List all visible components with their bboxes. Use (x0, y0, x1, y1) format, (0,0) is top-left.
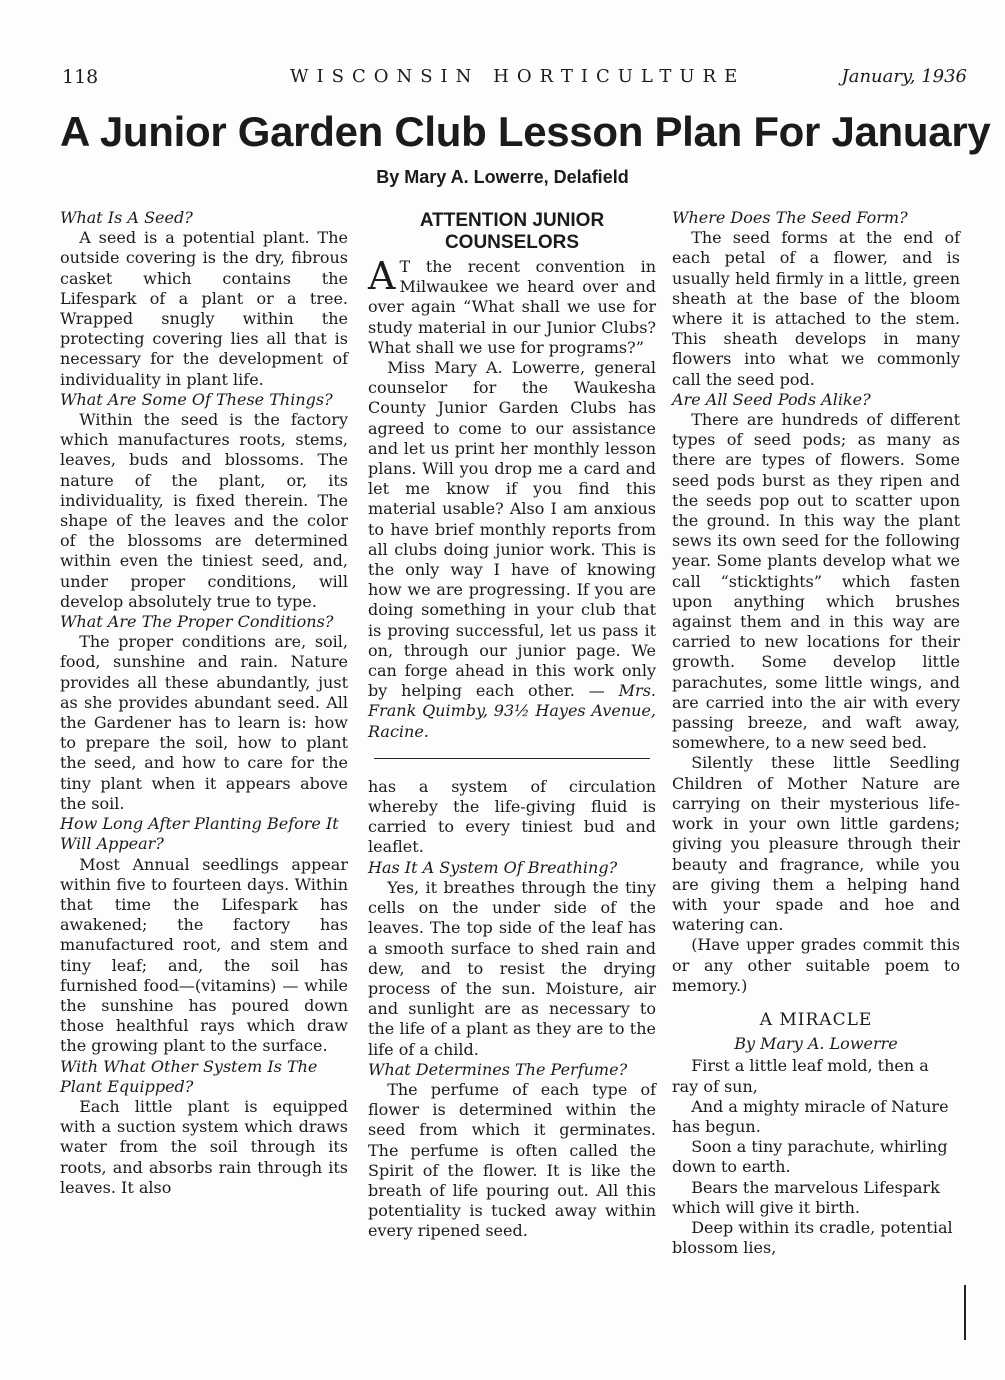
paragraph: The perfume of each type of flower is determined within the seed from which it germinates. The perfume is often called the Spirit of the flower. It is like the breath of life pouring out. All this potentiality is tucked away within every ripened seed. (368, 1079, 656, 1241)
subheading: What Is A Seed? (60, 208, 193, 227)
margin-rule (964, 1285, 966, 1340)
paragraph: has a system of circulation whereby the life-giving fluid is carried to every tiniest bud and leaflet. (368, 776, 656, 857)
column-3 (672, 208, 960, 1258)
attention-box (368, 210, 656, 742)
subheading: Has It A System Of Breathing? (368, 857, 618, 877)
poem-verse: Soon a tiny parachute, whirling down to earth. (672, 1137, 948, 1177)
poem-verse: And a mighty miracle of Nature has begun. (672, 1096, 949, 1136)
column-2 (368, 208, 656, 1242)
box-title: ATTENTION JUNIOR COUNSELORS (419, 210, 605, 253)
article-title: A Junior Garden Club Lesson Plan For January (60, 108, 991, 155)
subheading: How Long After Planting Before It Will Appear? (60, 814, 339, 854)
subheading: Are All Seed Pods Alike? (672, 389, 871, 409)
drop-cap: A (368, 254, 396, 298)
subheading: Where Does The Seed Form? (672, 208, 908, 227)
page-number: 118 (62, 66, 99, 88)
poem-verse: First a little leaf mold, then a ray of sun, (672, 1056, 929, 1096)
box-paragraph (368, 254, 656, 358)
poem-verse: Deep within its cradle, potential blossom lies, (672, 1217, 953, 1258)
byline: By Mary A. Lowerre, Delafield (376, 167, 629, 187)
subheading: What Determines The Perfume? (368, 1059, 628, 1079)
subheading: What Are Some Of These Things? (60, 389, 333, 409)
box-signature: Mrs. Frank Quimby, 93½ Hayes Avenue, Racine. (368, 681, 656, 741)
paragraph: The proper conditions are, soil, food, sunshine and rain. Nature provides all these abundantly, just as she provides abundant seed. All the Gardener has to learn is: how to prepare the soil, how to plant the seed, and how to care for the tiny plant when it appears above the soil. (60, 632, 348, 813)
paragraph: Most Annual seedlings appear within five to fourteen days. Within that time the Lifespark has awakened; the factory has manufactured root, and stem and tiny leaf; and, the soil has furnished food—(vitamins) — while the sunshine has poured down those healthful rays which draw the growing plant to the surface. (60, 854, 348, 1056)
paragraph: Silently these little Seedling Children of Mother Nature are carrying on their mysterious life-work in your own little gardens; giving you pleasure through their beauty and fragrance, while you are giving them a helping hand with your spade and hoe and watering can. (672, 753, 960, 935)
divider (374, 758, 650, 759)
paragraph: (Have upper grades commit this or any other suitable poem to memory.) (672, 935, 960, 995)
poem-title: A MIRACLE (759, 1009, 873, 1030)
paragraph: Yes, it breathes through the tiny cells on the under side of the leaves. The top side of the leaf has a smooth surface to shed rain and dew, and to resist the drying process of the sun. Moisture, air and sunlight are as necessary to the life of a plant as they are to the life of a child. (368, 877, 656, 1059)
running-head: WISCONSIN HORTICULTURE (290, 66, 746, 87)
column-1 (60, 208, 348, 1198)
box-paragraph-text: Miss Mary A. Lowerre, general counselor for the Waukesha County Junior Garden Clubs has agreed to come to our assistance and let us print her monthly lesson plans. Will you drop me a card and let me know if you find this material usable? Also I am anxious to have brief monthly reports from all clubs doing junior work. This is the only way I have of knowing how we are progressing. If you are doing something in your club that is proving successful, let us pass it on, through our junior page. We can forge ahead in this work only by helping each other. — (368, 358, 656, 701)
issue-date: January, 1936 (841, 66, 967, 87)
poem-author: By Mary A. Lowerre (734, 1034, 898, 1054)
paragraph: The seed forms at the end of each petal of a flower, and is usually held firmly in a little, green sheath at the base of the bloom where it is attached to the stem. This sheath develops in many flowers into what we commonly call the seed pod. (672, 228, 960, 389)
box-paragraph-text: T the recent convention in Milwaukee we heard over and over again “What shall we use for study material in our Junior Clubs? What shall we use for programs?” (368, 257, 656, 357)
poem-verse: Bears the marvelous Lifespark which will give it birth. (672, 1177, 940, 1217)
page-header (62, 66, 967, 96)
paragraph: A seed is a potential plant. The outside covering is the dry, fibrous casket which contains the Lifespark of a plant or a tree. Wrapped snugly within the protecting covering lies all that is necessary for the development of individuality in plant life. (60, 228, 348, 389)
subheading: What Are The Proper Conditions? (60, 612, 334, 632)
box-paragraph (368, 358, 656, 742)
subheading: With What Other System Is The Plant Equipped? (60, 1056, 318, 1096)
paragraph: Each little plant is equipped with a suction system which draws water from the soil through its roots, and absorbs rain through its leaves. It also (60, 1096, 348, 1197)
paragraph: Within the seed is the factory which manufactures roots, stems, leaves, buds and blossoms. The nature of the plant, or, its individuality, is fixed therein. The shape of the leaves and the color of the blossoms are determined within even the tiniest seed, and, under proper conditions, will develop absolutely true to type. (60, 410, 348, 611)
paragraph: There are hundreds of different types of seed pods; as many as there are types of flowers. Some seed pods burst as they ripen and the seeds pop out to scatter upon the ground. In this way the plant sews its own seed for the following year. Some plants develop what we call “sticktights” which fasten upon anything which brushes against them and in this way are carried to new locations for their growth. Some develop little parachutes, some little wings, and are carried into the air with every passing breeze, and waft away, somewhere, to a new seed bed. (672, 410, 960, 753)
